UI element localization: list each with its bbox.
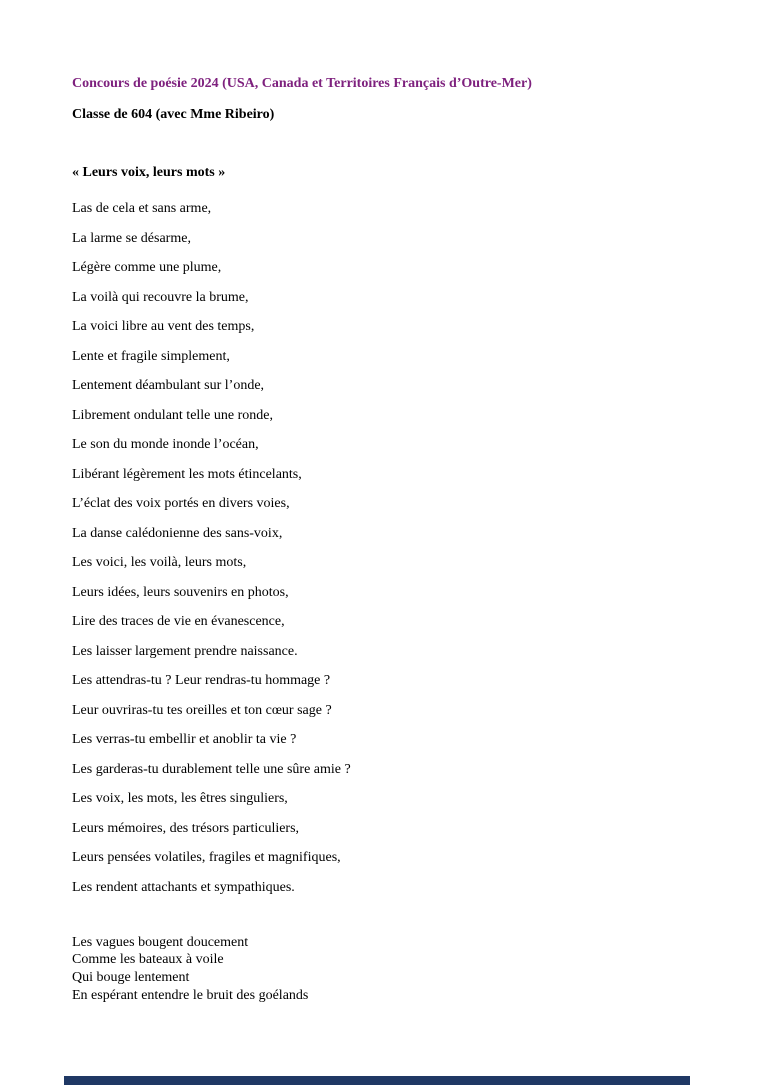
- poem-line: L’éclat des voix portés en divers voies,: [72, 496, 290, 511]
- poem-line: Leurs mémoires, des trésors particuliers,: [72, 820, 300, 836]
- poem-line: Le son du monde inonde l’océan,: [72, 437, 259, 452]
- poem-line: Les verras-tu embellir et anoblir ta vie ?: [72, 732, 297, 747]
- poem-line: Les garderas-tu durablement telle une sûre amie ?: [72, 761, 351, 777]
- poem-line: Les vagues bougent doucement: [72, 934, 249, 950]
- document-title: Concours de poésie 2024 (USA, Canada et Territoires Français d’Outre-Mer): [72, 76, 532, 91]
- poem-line: Qui bouge lentement: [72, 970, 190, 986]
- poem-heading: « Leurs voix, leurs mots »: [72, 165, 226, 180]
- poem-line: Lente et fragile simplement,: [72, 348, 230, 364]
- document-content: [72, 74, 712, 1005]
- poem-line: En espérant entendre le bruit des goélands: [72, 987, 309, 1003]
- poem-line: Librement ondulant telle une ronde,: [72, 407, 273, 423]
- poem-line: Les laisser largement prendre naissance.: [72, 643, 298, 659]
- poem-line: Lentement déambulant sur l’onde,: [72, 378, 265, 393]
- poem-line: Leurs idées, leurs souvenirs en photos,: [72, 584, 289, 600]
- poem-line: Les attendras-tu ? Leur rendras-tu hommage ?: [72, 673, 331, 688]
- poem-line: Légère comme une plume,: [72, 260, 222, 275]
- poem-stanza-1: [72, 199, 712, 898]
- poem-line: La voilà qui recouvre la brume,: [72, 289, 249, 305]
- footer-bar: [64, 1076, 690, 1085]
- poem-line: Comme les bateaux à voile: [72, 952, 224, 968]
- poem-line: Lire des traces de vie en évanescence,: [72, 614, 285, 629]
- poem-line: Les voix, les mots, les êtres singuliers,: [72, 791, 288, 806]
- poem-line: Les voici, les voilà, leurs mots,: [72, 555, 247, 570]
- poem-stanza-2: [72, 934, 712, 1005]
- poem-line: Las de cela et sans arme,: [72, 201, 212, 216]
- poem-line: Les rendent attachants et sympathiques.: [72, 879, 295, 895]
- poem-line: Leur ouvriras-tu tes oreilles et ton cœur sage ?: [72, 702, 332, 718]
- poem-line: Libérant légèrement les mots étincelants,: [72, 466, 302, 482]
- poem-line: La danse calédonienne des sans-voix,: [72, 525, 283, 541]
- poem-line: La voici libre au vent des temps,: [72, 319, 255, 334]
- document-subtitle: Classe de 604 (avec Mme Ribeiro): [72, 107, 275, 122]
- poem-line: Leurs pensées volatiles, fragiles et magnifiques,: [72, 850, 341, 865]
- poem-line: La larme se désarme,: [72, 230, 191, 246]
